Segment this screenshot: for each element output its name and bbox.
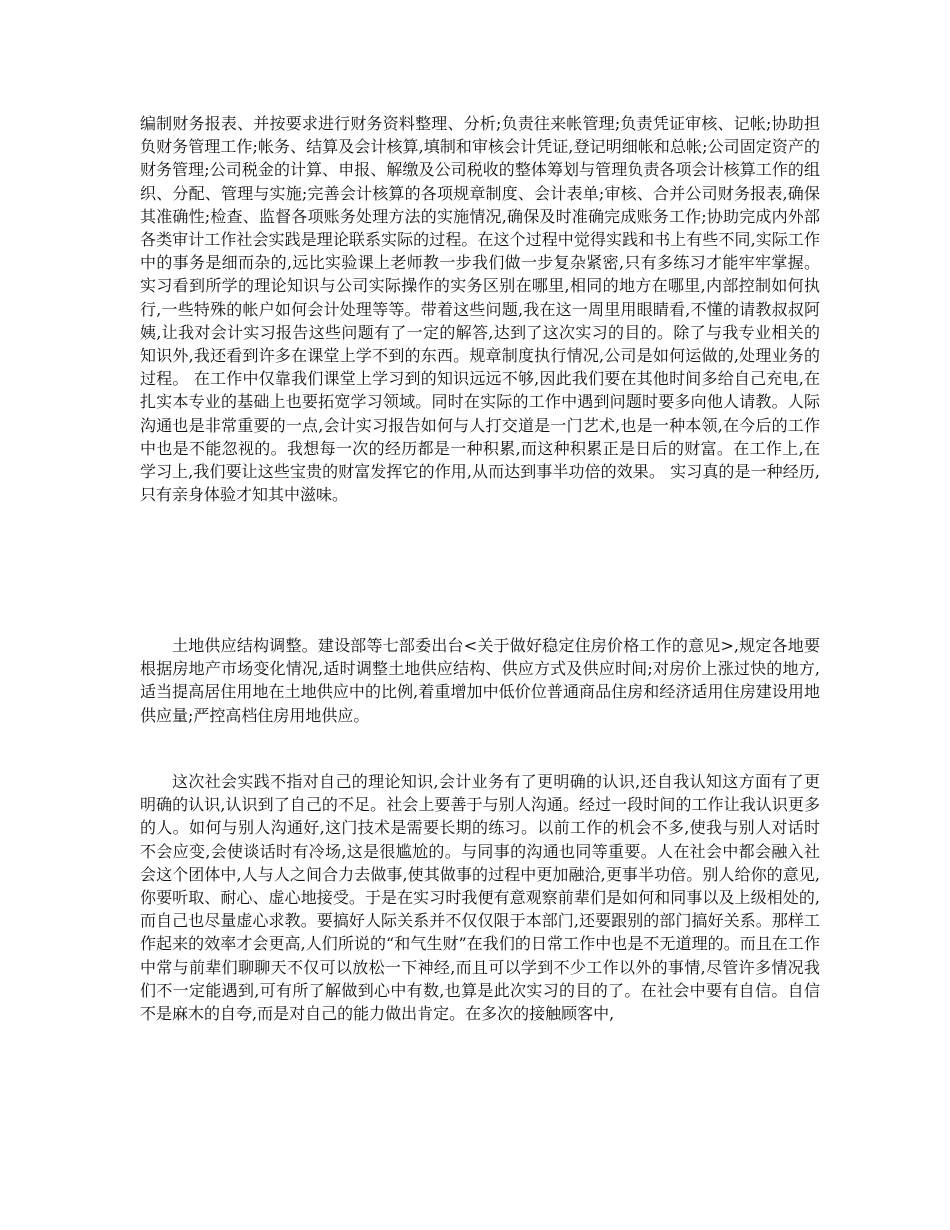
paragraph-land-supply: 土地供应结构调整。建设部等七部委出台<关于做好稳定住房价格工作的意见>,规定各地要根据房地产市场变化情况,适时调整土地供应结构、供应方式及供应时间;对房价上涨过快的地方,适当提高居住用地在土地供应中的比例,着重增加中低价位普通商品住房和经济适用住房建设用地供应量;严控高档住房用地供应。 — [140, 636, 820, 725]
paragraph-social-practice: 这次社会实践不指对自己的理论知识,会计业务有了更明确的认识,还自我认知这方面有了更明确的认识,认识到了自己的不足。社会上要善于与别人沟通。经过一段时间的工作让我认识更多的人。如何与别人沟通好,这门技术是需要长期的练习。以前工作的机会不多,使我与别人对话时不会应变,会使谈话时有冷场,这是很尴尬的。与同事的沟通也同等重要。人在社会中都会融入社会这个团体中,人与人之间合力去做事,使其做事的过程中更加融洽,更事半功倍。别人给你的意见,你要听取、耐心、虚心地接受。于是在实习时我便有意观察前辈们是如何和同事以及上级相处的,而自己也尽量虚心求教。要搞好人际关系并不仅仅限于本部门,还要跟别的部门搞好关系。那样工作起来的效率才会更高,人们所说的“和气生财”在我们的日常工作中也是不无道理的。而且在工作中常与前辈们聊聊天不仅可以放松一下神经,而且可以学到不少工作以外的事情,尽管许多情况我们不一定能遇到,可有所了解做到心中有数,也算是此次实习的目的了。在社会中要有自信。自信不是麻木的自夸,而是对自己的能力做出肯定。在多次的接触顾客中, — [140, 772, 820, 1024]
paragraph-accounting-internship: 编制财务报表、并按要求进行财务资料整理、分析;负责往来帐管理;负责凭证审核、记帐;协助担负财务管理工作;帐务、结算及会计核算,填制和审核会计凭证,登记明细帐和总帐;公司固定资产的财务管理;公司税金的计算、申报、解缴及公司税收的整体筹划与管理负责各项会计核算工作的组织、分配、管理与实施;完善会计核算的各项规章制度、会计表单;审核、合并公司财务报表,确保其准确性;检查、监督各项账务处理方法的实施情况,确保及时准确完成账务工作;协助完成内外部各类审计工作社会实践是理论联系实际的过程。在这个过程中觉得实践和书上有些不同,实际工作中的事务是细而杂的,远比实验课上老师教一步我们做一步复杂紧密,只有多练习才能牢牢掌握。实习看到所学的理论知识与公司实际操作的实务区别在哪里,相同的地方在哪里,内部控制如何执行,一些特殊的帐户如何会计处理等等。带着这些问题,我在这一周里用眼睛看,不懂的请教叔叔阿姨,让我对会计实习报告这些问题有了一定的解答,达到了这次实习的目的。除了与我专业相关的知识外,我还看到许多在课堂上学不到的东西。规章制度执行情况,公司是如何运做的,处理业务的过程。 在工作中仅靠我们课堂上学习到的知识远远不够,因此我们要在其他时间多给自己充电,在扎实本专业的基础上也要拓宽学习领域。同时在实际的工作中遇到问题时要多向他人请教。人际沟通也是非常重要的一点,会计实习报告如何与人打交道是一门艺术,也是一种本领,在今后的工作中也是不能忽视的。我想每一次的经历都是一种积累,而这种积累正是日后的财富。在工作上,在学习上,我们要让这些宝贵的财富发挥它的作用,从而达到事半功倍的效果。 实习真的是一种经历,只有亲身体验才知其中滋味。 — [140, 114, 820, 505]
